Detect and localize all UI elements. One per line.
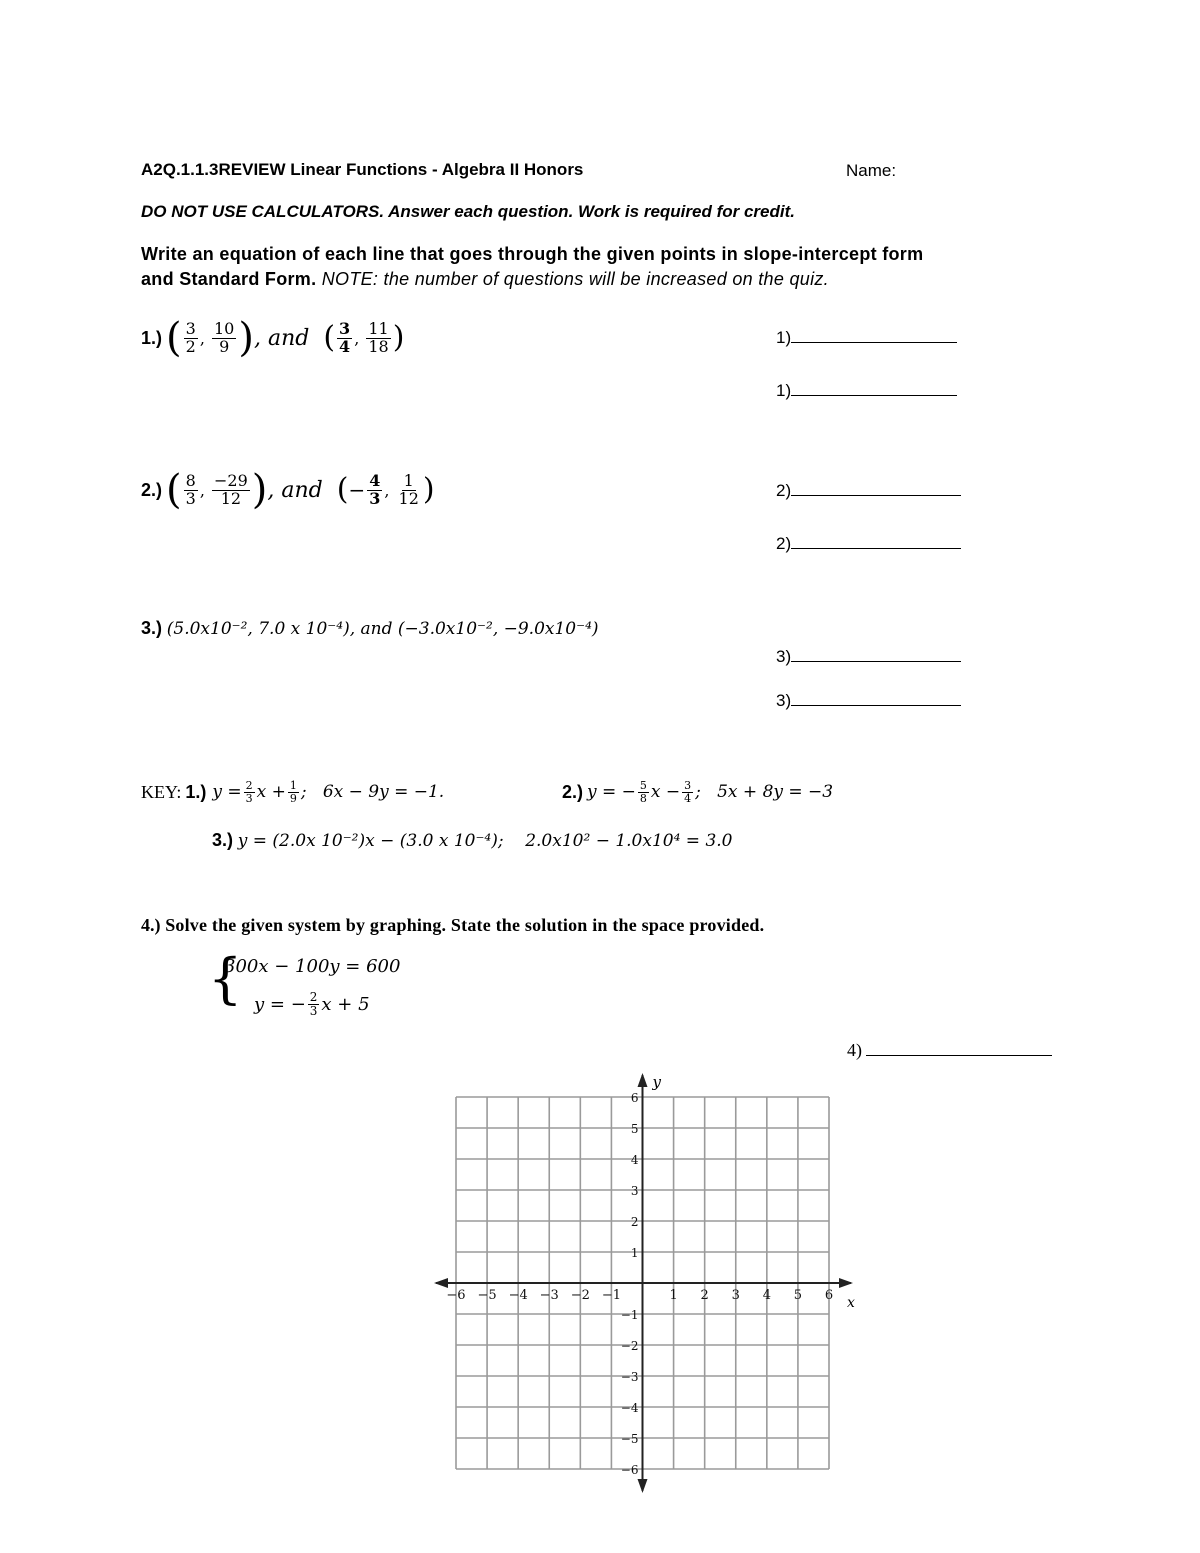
key-2-standard: ; 5x + 8y = −3 — [695, 782, 834, 802]
x-tick-label: 1 — [669, 1288, 678, 1303]
q4-label: 4.) — [141, 915, 161, 935]
q4-answer-blank[interactable]: 4) — [847, 1040, 1052, 1061]
prompt-note: NOTE: the number of questions will be increased on the quiz. — [316, 269, 829, 289]
q3-label: 3.) — [141, 618, 163, 638]
axes — [434, 1073, 853, 1493]
system-eq-2: y = − $\frac{2}{3}$ x + 5 — [254, 989, 370, 1018]
q1-p1-y: $\frac{10}{9}$ — [213, 318, 235, 356]
q2-answer-blank-2[interactable]: 2) — [776, 534, 961, 554]
q1-and: and — [267, 325, 310, 351]
y-tick-label: −5 — [620, 1432, 639, 1446]
q1-open-paren: ( — [166, 315, 182, 361]
q3-points: (5.0x10⁻², 7.0 x 10⁻⁴), and (−3.0x10⁻², −9.0x10⁻⁴) — [166, 619, 599, 639]
q1-close-paren: ) — [238, 315, 254, 361]
y-tick-label: −2 — [620, 1339, 639, 1353]
x-tick-label: 5 — [793, 1288, 803, 1303]
prompt-line-1: Write an equation of each line that goes through the given points in slope-intercept form — [141, 244, 924, 264]
q3-answer-blank-1[interactable]: 3) — [776, 647, 961, 667]
q3-answer-blank-2[interactable]: 3) — [776, 691, 961, 711]
y-tick-label: 5 — [630, 1122, 639, 1136]
page-title: A2Q.1.1.3REVIEW Linear Functions - Algebra II Honors — [141, 160, 584, 179]
key-1-label: 1.) — [185, 781, 207, 802]
q2-and: and — [281, 477, 323, 503]
q1-answer-blank-2[interactable]: 1) — [776, 381, 957, 401]
x-tick-label: 4 — [762, 1288, 771, 1303]
calculator-warning: DO NOT USE CALCULATORS. Answer each question. Work is required for credit. — [141, 202, 795, 221]
x-tick-label: −4 — [508, 1288, 528, 1303]
x-axis-label: x — [847, 1295, 855, 1311]
x-tick-label: −2 — [570, 1288, 590, 1303]
y-axis-arrow-up — [638, 1073, 648, 1087]
key-line-1: KEY: 1.) y = $\frac{2}{3}$ x + $\frac{1}{9}$ ; 6x − 9y = −1. — [141, 778, 445, 805]
y-tick-label: 4 — [630, 1153, 639, 1167]
q2-p1-y: $\frac{-29}{12}$ — [213, 470, 248, 508]
x-tick-label: −3 — [539, 1288, 559, 1303]
question-2: 2.) ( $\frac{8}{3}$ , $\frac{-29}{12}$ ) , and ( − $\frac{4}{3}$ , $\frac{1}{12}$ ) — [141, 467, 435, 513]
key-3-text: y = (2.0x 10⁻²)x − (3.0 x 10⁻⁴); 2.0x10² − 1.0x10⁴ = 3.0 — [237, 831, 733, 851]
key-2-label: 2.) — [562, 781, 584, 802]
y-axis-arrow-down — [638, 1479, 648, 1493]
y-tick-label: 1 — [630, 1246, 639, 1260]
tick-labels — [446, 1073, 855, 1477]
prompt-bold-2: and Standard Form. — [141, 269, 317, 289]
y-tick-label: −6 — [620, 1463, 639, 1477]
x-tick-label: 2 — [700, 1288, 709, 1303]
x-tick-label: 6 — [824, 1288, 834, 1303]
x-axis-arrow-left — [434, 1278, 448, 1288]
q1-label: 1.) — [141, 327, 163, 348]
y-axis-label: y — [652, 1073, 661, 1091]
y-tick-label: 3 — [630, 1184, 639, 1198]
q2-answer-blank-1[interactable]: 2) — [776, 481, 961, 501]
q1-p2-x: $\frac{3}{4}$ — [339, 318, 351, 356]
x-tick-label: −1 — [601, 1288, 622, 1303]
q2-p2-y: $\frac{1}{12}$ — [398, 470, 419, 508]
system-eq-1: 300x − 100y = 600 — [224, 956, 401, 977]
q2-p1-x: $\frac{8}{3}$ — [185, 470, 196, 508]
q2-label: 2.) — [141, 479, 163, 500]
question-1: 1.) ( $\frac{3}{2}$ , $\frac{10}{9}$ ) , and ( $\frac{3}{4}$ , $\frac{11}{18}$ ) — [141, 315, 405, 361]
y-tick-label: 2 — [630, 1215, 639, 1229]
x-tick-label: −5 — [477, 1288, 497, 1303]
q1-p2-y: $\frac{11}{18}$ — [368, 318, 389, 356]
y-tick-label: −4 — [620, 1401, 639, 1415]
name-label: Name: — [846, 161, 897, 180]
q1-p1-x: $\frac{3}{2}$ — [185, 318, 196, 356]
x-tick-label: 3 — [731, 1288, 740, 1303]
y-tick-label: −3 — [620, 1370, 639, 1384]
key-1-standard: ; 6x − 9y = −1. — [300, 782, 445, 802]
q4-text: Solve the given system by graphing. State the solution in the space provided. — [160, 915, 765, 935]
q1-answer-blank-1[interactable]: 1) — [776, 328, 957, 348]
q2-p2-x: $\frac{4}{3}$ — [369, 470, 381, 508]
system-brace: { — [208, 947, 243, 1010]
key-line-2: 2.) y = − $\frac{5}{8}$ x − $\frac{3}{4}$ ; 5x + 8y = −3 — [562, 778, 834, 805]
x-axis-arrow-right — [839, 1278, 853, 1288]
y-tick-label: 6 — [630, 1091, 639, 1105]
x-tick-label: −6 — [446, 1288, 466, 1303]
key-label: KEY: — [141, 781, 182, 802]
y-tick-label: −1 — [620, 1308, 639, 1322]
key-3-label: 3.) — [212, 830, 234, 850]
